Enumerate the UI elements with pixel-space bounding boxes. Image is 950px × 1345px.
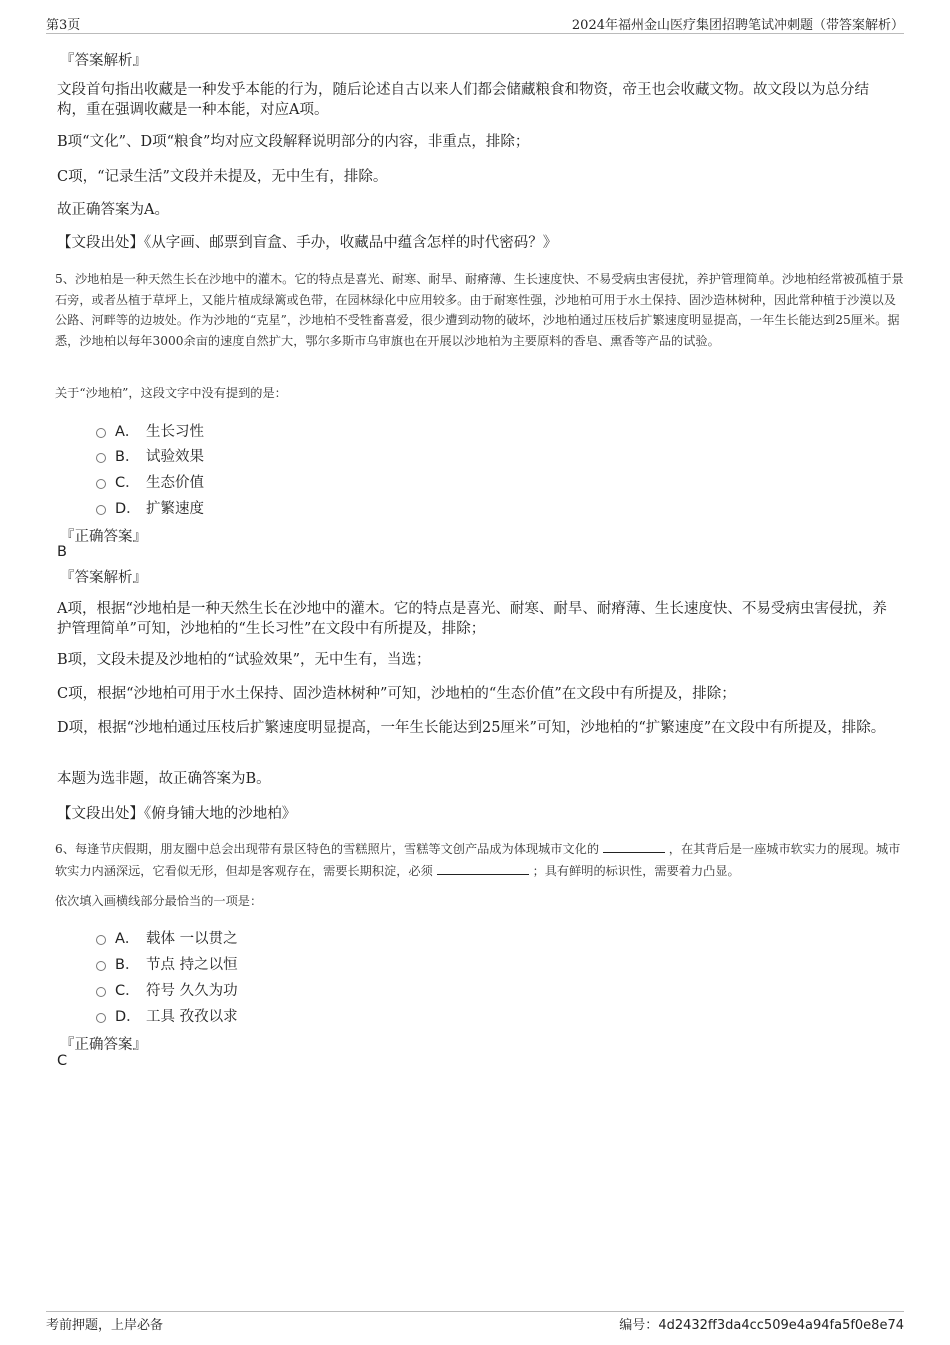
q4-analysis-para: C项，“记录生活”文段并未提及，无中生有，排除。	[57, 169, 388, 185]
q6-option-b[interactable]: B． 节点 持之以恒	[96, 953, 238, 973]
q5-analysis-para: B项，文段未提及沙地柏的“试验效果”，无中生有，当选；	[57, 652, 431, 668]
q5-option-a[interactable]: A． 生长习性	[96, 420, 204, 440]
radio-icon[interactable]	[96, 453, 106, 463]
radio-icon[interactable]	[96, 479, 106, 489]
radio-icon[interactable]	[96, 935, 106, 945]
q6-option-c[interactable]: C． 符号 久久为功	[96, 979, 238, 999]
q5-option-d[interactable]: D． 扩繁速度	[96, 497, 204, 517]
radio-icon[interactable]	[96, 428, 106, 438]
q5-analysis-para: A项，根据“沙地柏是一种天然生长在沙地中的灌木。它的特点是喜光、耐寒、耐旱、耐瘠薄、生长速度快、不易受病虫害侵扰，养护管理简单”可知，沙地柏的“生长习性”在文段中有所提及，排除；	[57, 601, 887, 637]
radio-icon[interactable]	[96, 1013, 106, 1023]
q6-prompt: 依次填入画横线部分最恰当的一项是：	[55, 894, 263, 908]
q5-question-text: 5、沙地柏是一种天然生长在沙地中的灌木。它的特点是喜光、耐寒、耐旱、耐瘠薄、生长速度快、不易受病虫害侵扰，养护管理简单。沙地柏经常被孤植于景石旁，或者丛植于草坪上，又能片植成绿篱或色带，在园林绿化中应用较多。由于耐寒性强，沙地柏可用于水土保持、固沙造林树种，因此常种植于沙漠以及公路、河畔等的边坡处。作为沙地的“克星”，沙地柏不受牲畜喜爱，很少遭到动物的破坏，沙地柏通过压枝后扩繁速度明显提高，一年生长能达到25厘米。据悉，沙地柏以每年3000余亩的速度自然扩大，鄂尔多斯市乌审旗也在开展以沙地柏为主要原料的香皂、熏香等产品的试验。	[55, 272, 904, 348]
document-title: 2024年福州金山医疗集团招聘笔试冲刺题（带答案解析）	[571, 18, 904, 33]
q4-source: 【文段出处】《从字画、邮票到盲盒、手办，收藏品中蕴含怎样的时代密码？》	[57, 235, 558, 251]
q4-analysis-para: 文段首句指出收藏是一种发乎本能的行为，随后论述自古以来人们都会储藏粮食和物资，帝王也会收藏文物。故文段以为总分结构，重在强调收藏是一种本能，对应A项。	[57, 82, 869, 118]
q5-analysis-para: D项，根据“沙地柏通过压枝后扩繁速度明显提高，一年生长能达到25厘米”可知，沙地柏的“扩繁速度”在文段中有所提及，排除。	[57, 720, 886, 736]
q5-option-c[interactable]: C． 生态价值	[96, 471, 204, 491]
radio-icon[interactable]	[96, 987, 106, 997]
footer-slogan: 考前押题，上岸必备	[46, 1318, 164, 1333]
q5-answer: B	[57, 544, 67, 560]
footer-divider	[46, 1311, 904, 1312]
q4-analysis-para: B项“文化”、D项“粮食”均对应文段解释说明部分的内容，非重点，排除；	[57, 134, 530, 150]
radio-icon[interactable]	[96, 505, 106, 515]
page-header	[46, 14, 904, 34]
q5-answer-label: 『正确答案』	[60, 529, 147, 545]
q6-answer: C	[57, 1053, 68, 1069]
document-code: 编号：4d2432ff3da4cc509e4a94fa5f0e8e74	[619, 1318, 904, 1333]
q6-answer-label: 『正确答案』	[60, 1037, 147, 1053]
q4-analysis-label: 『答案解析』	[60, 53, 147, 69]
page-number: 第3页	[46, 18, 81, 33]
q4-analysis-para: 故正确答案为A。	[57, 202, 169, 218]
q6-blank-1	[603, 838, 665, 853]
q5-analysis-label: 『答案解析』	[60, 570, 147, 586]
q5-option-b[interactable]: B． 试验效果	[96, 445, 204, 465]
q6-option-d[interactable]: D． 工具 孜孜以求	[96, 1005, 238, 1025]
header-divider	[46, 33, 904, 34]
q5-analysis-para: C项，根据“沙地柏可用于水土保持、固沙造林树种”可知，沙地柏的“生态价值”在文段中有所提及，排除；	[57, 686, 736, 702]
q5-source: 【文段出处】《俯身铺大地的沙地柏》	[57, 806, 297, 822]
q6-option-a[interactable]: A． 载体 一以贯之	[96, 927, 238, 947]
radio-icon[interactable]	[96, 961, 106, 971]
q5-analysis-para: 本题为选非题，故正确答案为B。	[57, 771, 271, 787]
q5-prompt: 关于“沙地柏”，这段文字中没有提到的是：	[55, 386, 287, 400]
q6-blank-2	[437, 860, 529, 875]
q6-question-text: 6、每逢节庆假期，朋友圈中总会出现带有景区特色的雪糕照片，雪糕等文创产品成为体现城市文化的 ，在其背后是一座城市软实力的展现。城市软实力内涵深远，它看似无形，但却是客观存在，需要长期积淀，必须 ；具有鲜明的标识性，需要着力凸显。	[55, 838, 904, 881]
